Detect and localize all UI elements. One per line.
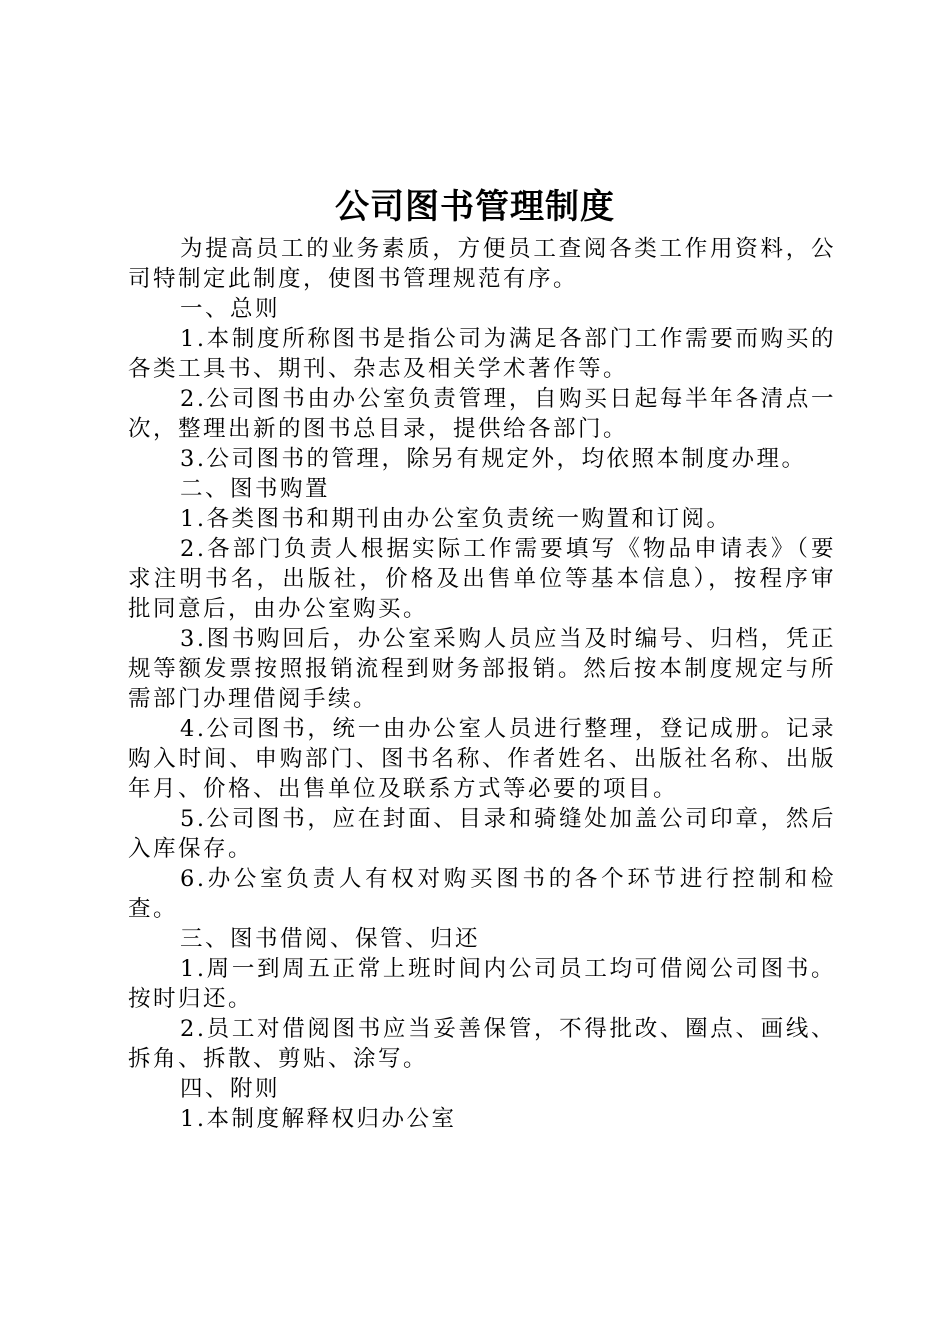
general-item-1: 1.本制度所称图书是指公司为满足各部门工作需要而购买的各类工具书、期刊、杂志及相关学术著作等。 (128, 326, 836, 382)
section-heading-purchase: 二、图书购置 (180, 476, 331, 502)
purchase-item-1: 1.各类图书和期刊由办公室负责统一购置和订阅。 (180, 506, 732, 532)
general-item-3: 3.公司图书的管理，除另有规定外，均依照本制度办理。 (180, 446, 807, 472)
purchase-item-4: 4.公司图书，统一由办公室人员进行整理，登记成册。记录购入时间、申购部门、图书名称、作者姓名、出版社名称、出版年月、价格、出售单位及联系方式等必要的项目。 (128, 716, 836, 802)
document-body (128, 234, 836, 1134)
purchase-item-5: 5.公司图书，应在封面、目录和骑缝处加盖公司印章，然后入库保存。 (128, 806, 836, 862)
purchase-item-3: 3.图书购回后，办公室采购人员应当及时编号、归档，凭正规等额发票按照报销流程到财务部报销。然后按本制度规定与所需部门办理借阅手续。 (128, 626, 836, 712)
document-title: 公司图书管理制度 (335, 187, 615, 227)
borrowing-item-2: 2.员工对借阅图书应当妥善保管，不得批改、圈点、画线、拆角、拆散、剪贴、涂写。 (128, 1016, 836, 1072)
section-heading-general: 一、总则 (180, 296, 281, 322)
intro-paragraph: 为提高员工的业务素质，方便员工查阅各类工作用资料，公司特制定此制度，使图书管理规范有序。 (128, 236, 836, 292)
section-heading-appendix: 四、附则 (180, 1076, 281, 1102)
general-item-2: 2.公司图书由办公室负责管理，自购买日起每半年各清点一次，整理出新的图书总目录，提供给各部门。 (128, 386, 836, 442)
section-heading-borrowing: 三、图书借阅、保管、归还 (180, 926, 481, 952)
borrowing-item-1: 1.周一到周五正常上班时间内公司员工均可借阅公司图书。按时归还。 (128, 956, 836, 1012)
appendix-item-1: 1.本制度解释权归办公室 (180, 1106, 457, 1132)
purchase-item-6: 6.办公室负责人有权对购买图书的各个环节进行控制和检查。 (128, 866, 836, 922)
purchase-item-2: 2.各部门负责人根据实际工作需要填写《物品申请表》（要求注明书名，出版社，价格及出售单位等基本信息），按程序审批同意后，由办公室购买。 (128, 536, 836, 622)
